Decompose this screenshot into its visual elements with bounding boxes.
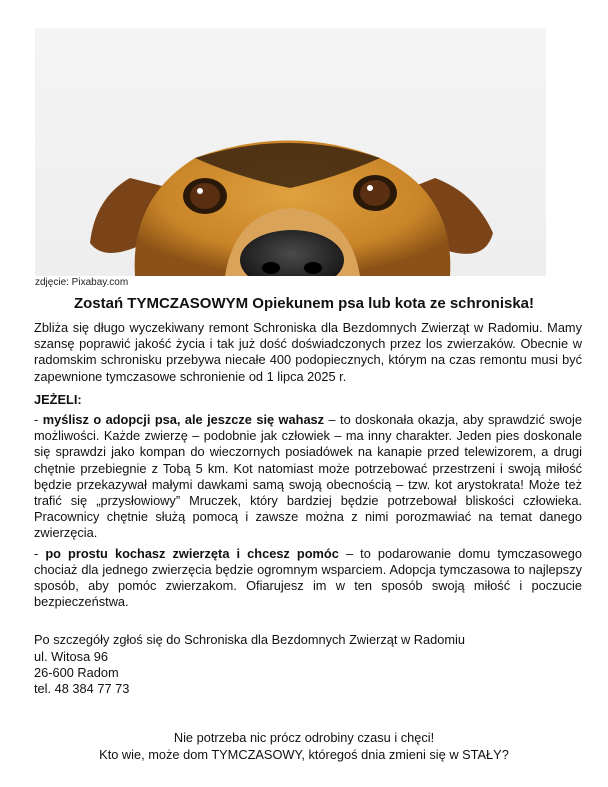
footer-line-2: Kto wie, może dom TYMCZASOWY, któregoś dnia zmieni się w STAŁY? (99, 747, 509, 762)
main-content (34, 320, 582, 697)
footer (0, 729, 608, 763)
intro-paragraph: Zbliża się długo wyczekiwany remont Schroniska dla Bezdomnych Zwierząt w Radomiu. Mamy szansę poprawić jakość życia i tak już dość doświadczonych przez los zwierzaków. Obecnie w radomskim schronisku przebywa niecałe 400 podopiecznych, którym na czas remontu musi być zapewnione tymczasowe schronienie od 1 lipca 2025 r. (34, 320, 582, 384)
bullet-prefix: - (34, 412, 43, 428)
contact-city: 26-600 Radom (34, 664, 119, 680)
dog-photo (35, 28, 546, 276)
bullet-adoption (34, 412, 582, 542)
footer-line-1: Nie potrzeba nic prócz odrobiny czasu i chęci! (173, 730, 435, 745)
bullet-adoption-bold: myślisz o adopcji psa, ale jeszcze się wahasz (42, 412, 325, 428)
contact-block (34, 632, 582, 697)
contact-line: Po szczegóły zgłoś się do Schroniska dla Bezdomnych Zwierząt w Radomiu (34, 632, 466, 648)
contact-phone: tel. 48 384 77 73 (34, 681, 130, 697)
bullet-prefix: - (34, 545, 46, 561)
contact-street: ul. Witosa 96 (34, 648, 108, 664)
bullet-help-bold: po prostu kochasz zwierzęta i chcesz pomóc (45, 545, 339, 561)
photo-credit: zdjęcie: Pixabay.com (35, 277, 129, 288)
page-title: Zostań TYMCZASOWYM Opiekunem psa lub kota ze schroniska! (73, 295, 535, 312)
bullet-help-text: – to podarowanie domu tymczasowego chociaż dla jednego zwierzęcia będzie ogromnym wsparciem. Adopcja tymczasowa to najlepszy sposób, aby pomóc zwierzakom. Ofiarujesz im w ten sposób swoją miłość i poczucie bezpieczeństwa. (34, 545, 582, 610)
if-heading: JEŻELI: (34, 391, 82, 407)
bullet-adoption-text: – to doskonała okazja, aby sprawdzić swoje możliwości. Każde zwierzę – podobnie jak człowiek – ma inny charakter. Jeden pies doskonale się sprawdzi jako kompan do wieczornych posiadówek na kanapie przed telewizorem, a drugi chętnie przebiegnie z Tobą 5 km. Kot natomiast może potrzebować przestrzeni i swoją miłość będzie przekazywał małymi dawkami samą swoją obecnością – tzw. kot arystokrata! Może też trafić się „przysłowiowy” Mruczek, który bardziej będzie potrzebował bliskości człowieka. Pracownicy chętnie służą pomocą i zawsze można z nimi porozmawiać na temat danego zwierzęcia. (34, 412, 582, 541)
dog-illustration (35, 28, 546, 276)
bullet-help (34, 546, 582, 611)
